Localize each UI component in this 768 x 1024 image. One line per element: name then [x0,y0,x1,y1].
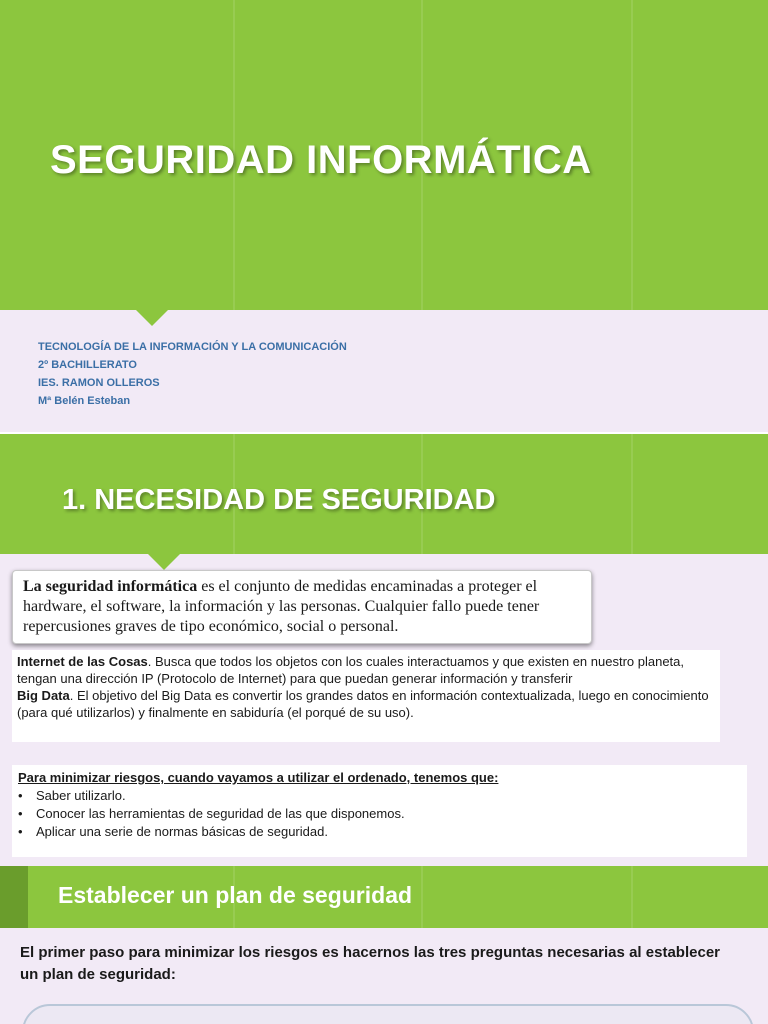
definition-text: es el conjunto de medidas encaminadas a proteger el hardware, el software, la información y las personas. Cualquier fallo puede tener repercusiones graves de tipo económico, social o personal. [23,578,540,635]
iot-paragraph [17,653,715,687]
section-heading: 1. NECESIDAD DE SEGURIDAD [62,484,496,516]
bigdata-text: . El objetivo del Big Data es convertir los grandes datos en información contextualizada, luego en conocimiento (para qué utilizarlos) y finalmente en sabiduría (el porqué de su uso). [17,688,709,720]
title-slide-notch [136,310,168,326]
bullet-icon: • [18,788,23,803]
subtitle-list [38,338,347,410]
risk-heading: Para minimizar riesgos, cuando vayamos a utilizar el ordenado, tenemos que: [18,770,499,785]
risk-list [18,787,741,841]
list-item [18,805,741,823]
list-item [18,787,741,805]
subtitle-level: 2º BACHILLERATO [38,359,137,371]
definition-term: La seguridad informática [23,578,198,595]
bullet-icon: • [18,824,23,839]
header-accent-bar [0,866,28,928]
bigdata-paragraph [17,687,715,721]
plan-slide-body [0,928,768,1024]
subtitle-author: Mª Belén Esteban [38,395,131,407]
title-slide-heading: SEGURIDAD INFORMÁTICA [50,138,592,182]
title-slide-subtitle-area [0,310,768,432]
plan-heading: Establecer un plan de seguridad [58,882,413,908]
iot-text: . Busca que todos los objetos con los cuales interactuamos y que existen en nuestro planeta, tengan una dirección IP (Protocolo de Internet) para que puedan generar información y transferir [17,654,684,686]
title-slide-header [0,0,768,310]
section-slide-header [0,434,768,554]
questions-box [22,1004,754,1024]
risk-item-text: Conocer las herramientas de seguridad de las que disponemos. [36,806,405,821]
subtitle-school: IES. RAMON OLLEROS [38,377,160,389]
bullet-icon: • [18,806,23,821]
risk-box [12,765,747,857]
list-item [18,823,741,841]
subtitle-course: TECNOLOGÍA DE LA INFORMACIÓN Y LA COMUNICACIÓN [38,341,347,353]
concepts-box [12,650,720,742]
plan-slide-header [0,866,768,928]
iot-term: Internet de las Cosas [17,654,148,669]
section-slide-body [0,554,768,866]
risk-item-text: Aplicar una serie de normas básicas de seguridad. [36,824,328,839]
risk-item-text: Saber utilizarlo. [36,788,126,803]
plan-intro-text: El primer paso para minimizar los riesgos es hacernos las tres preguntas necesarias al establecer un plan de seguridad: [20,944,720,983]
bigdata-term: Big Data [17,688,70,703]
definition-box [12,570,592,644]
section-slide-notch [148,554,180,570]
